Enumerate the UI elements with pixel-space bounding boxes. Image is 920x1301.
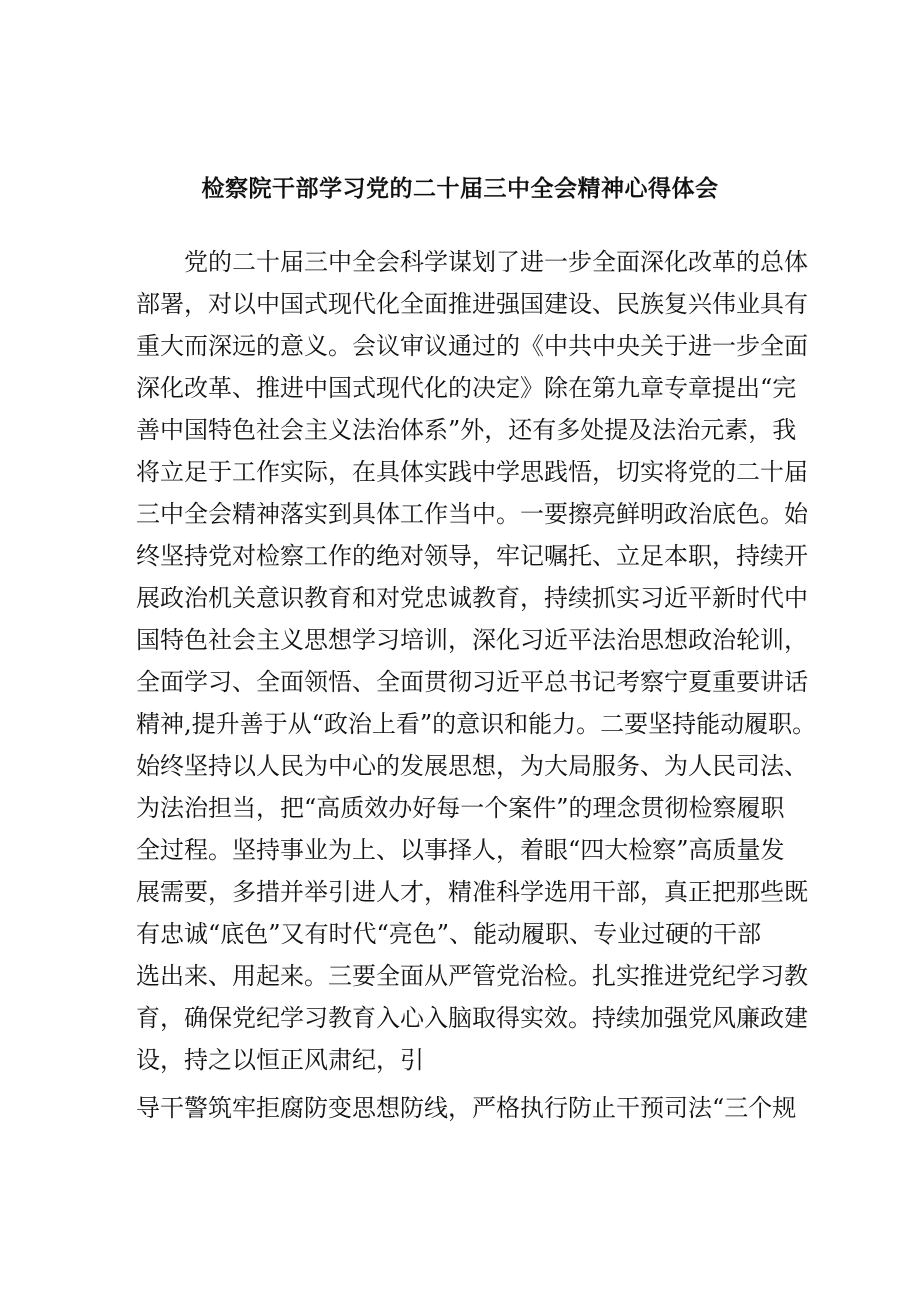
body-line: 部署，对以中国式现代化全面推进强国建设、民族复兴伟业具有 xyxy=(136,290,808,318)
body-line: 始终坚持以人民为中心的发展思想，为大局服务、为人民司法、 xyxy=(136,752,808,780)
body-line: 国特色社会主义思想学习培训，深化习近平法治思想政治轮训， xyxy=(136,626,808,654)
body-line: 善中国特色社会主义法治体系”外，还有多处提及法治元素，我 xyxy=(136,416,797,444)
body-line: 重大而深远的意义。会议审议通过的《中共中央关于进一步全面 xyxy=(136,332,808,360)
body-line: 党的二十届三中全会科学谋划了进一步全面深化改革的总体 xyxy=(184,248,808,276)
body-line: 导干警筑牢拒腐防变思想防线，严格执行防止干预司法“三个规 xyxy=(136,1094,797,1122)
body-line: 为法治担当，把“高质效办好每一个案件”的理念贯彻检察履职 xyxy=(136,794,785,822)
body-line: 将立足于工作实际，在具体实践中学思践悟，切实将党的二十届 xyxy=(136,458,808,486)
body-line: 育，确保党纪学习教育入心入脑取得实效。持续加强党风廉政建 xyxy=(136,1004,808,1032)
body-line: 精神,提升善于从“政治上看”的意识和能力。二要坚持能动履职。 xyxy=(136,710,817,738)
body-line: 三中全会精神落实到具体工作当中。一要擦亮鲜明政治底色。始 xyxy=(136,500,808,528)
body-line: 展政治机关意识教育和对党忠诚教育，持续抓实习近平新时代中 xyxy=(136,584,808,612)
body-line: 设，持之以恒正风肃纪，引 xyxy=(136,1046,424,1074)
body-line: 终坚持党对检察工作的绝对领导，牢记嘱托、立足本职，持续开 xyxy=(136,542,808,570)
body-line: 展需要，多措并举引进人才，精准科学选用干部，真正把那些既 xyxy=(136,878,808,906)
body-line: 全过程。坚持事业为上、以事择人，着眼“四大检察”高质量发 xyxy=(136,836,785,864)
body-line: 深化改革、推进中国式现代化的决定》除在第九章专章提出“完 xyxy=(136,374,797,402)
body-line: 有忠诚“底色”又有时代“亮色”、能动履职、专业过硬的干部 xyxy=(136,920,762,948)
body-line: 选出来、用起来。三要全面从严管党治检。扎实推进党纪学习教 xyxy=(136,962,808,990)
body-line: 全面学习、全面领悟、全面贯彻习近平总书记考察宁夏重要讲话 xyxy=(136,668,808,696)
document-title: 检察院干部学习党的二十届三中全会精神心得体会 xyxy=(201,175,719,202)
